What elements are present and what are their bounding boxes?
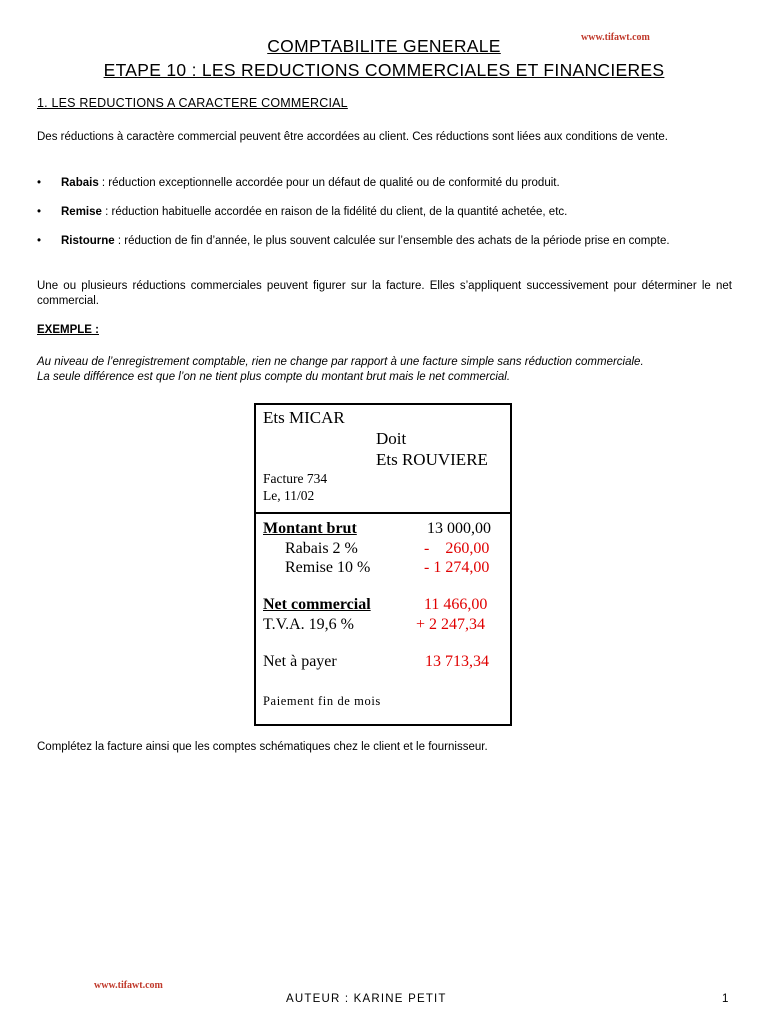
example-text-line2: La seule différence est que l’on ne tient plus compte du montant brut mais le net commercial.	[37, 371, 511, 383]
intro-paragraph: Des réductions à caractère commercial peuvent être accordées au client. Ces réductions sont liées aux conditions de vente.	[37, 131, 668, 143]
invoice-doit: Doit	[376, 429, 407, 448]
page-title: COMPTABILITE GENERALE	[267, 36, 501, 56]
net-a-payer-label: Net à payer	[263, 653, 337, 670]
invoice-date: Le, 11/02	[263, 488, 315, 503]
rabais-label: Rabais 2 %	[285, 540, 358, 557]
paragraph-net-commercial: Une ou plusieurs réductions commerciales peuvent figurer sur la facture. Elles s’appliquent successivement pour déterminer le net commercial.	[37, 280, 732, 307]
invoice-seller: Ets MICAR	[263, 408, 345, 427]
instruction-text: Complétez la facture ainsi que les comptes schématiques chez le client et le fournisseur.	[37, 741, 488, 753]
bullet-icon: •	[37, 206, 42, 218]
page-subtitle: ETAPE 10 : LES REDUCTIONS COMMERCIALES ET FINANCIERES	[103, 60, 665, 80]
example-label: EXEMPLE :	[37, 324, 99, 336]
footer-author: AUTEUR : KARINE PETIT	[286, 993, 447, 1005]
watermark-top: www.tifawt.com	[581, 32, 650, 43]
remise-value: - 1 274,00	[424, 559, 490, 576]
net-commercial-value: 11 466,00	[424, 596, 488, 613]
remise-label: Remise 10 %	[285, 559, 371, 576]
invoice-divider	[256, 512, 510, 514]
net-commercial-label: Net commercial	[263, 596, 371, 613]
page-number: 1	[722, 993, 729, 1005]
invoice-number: Facture 734	[263, 471, 328, 486]
section-heading: 1. LES REDUCTIONS A CARACTERE COMMERCIAL	[37, 96, 348, 110]
invoice-client: Ets ROUVIERE	[376, 450, 488, 469]
invoice-box	[254, 403, 512, 726]
tva-value: + 2 247,34	[416, 616, 486, 633]
bullet-ristourne: • Ristourne : réduction de fin d’année, le plus souvent calculée sur l’ensemble des achats de la période prise en compte.	[37, 235, 670, 247]
bullet-rabais: • Rabais : réduction exceptionnelle accordée pour un défaut de qualité ou de conformité du produit.	[37, 177, 560, 189]
montant-brut-label: Montant brut	[263, 520, 357, 537]
payment-terms: Paiement fin de mois	[263, 694, 381, 708]
net-a-payer-value: 13 713,34	[425, 653, 489, 670]
example-text-line1: Au niveau de l’enregistrement comptable, rien ne change par rapport à une facture simple sans réduction commerciale.	[37, 356, 644, 368]
rabais-value: - 260,00	[424, 540, 490, 557]
bullet-icon: •	[37, 177, 42, 189]
watermark-bottom: www.tifawt.com	[94, 980, 163, 991]
montant-brut-value: 13 000,00	[427, 520, 491, 537]
bullet-icon: •	[37, 235, 42, 247]
bullet-remise: • Remise : réduction habituelle accordée en raison de la fidélité du client, de la quantité achetée, etc.	[37, 206, 568, 218]
tva-label: T.V.A. 19,6 %	[263, 616, 354, 633]
